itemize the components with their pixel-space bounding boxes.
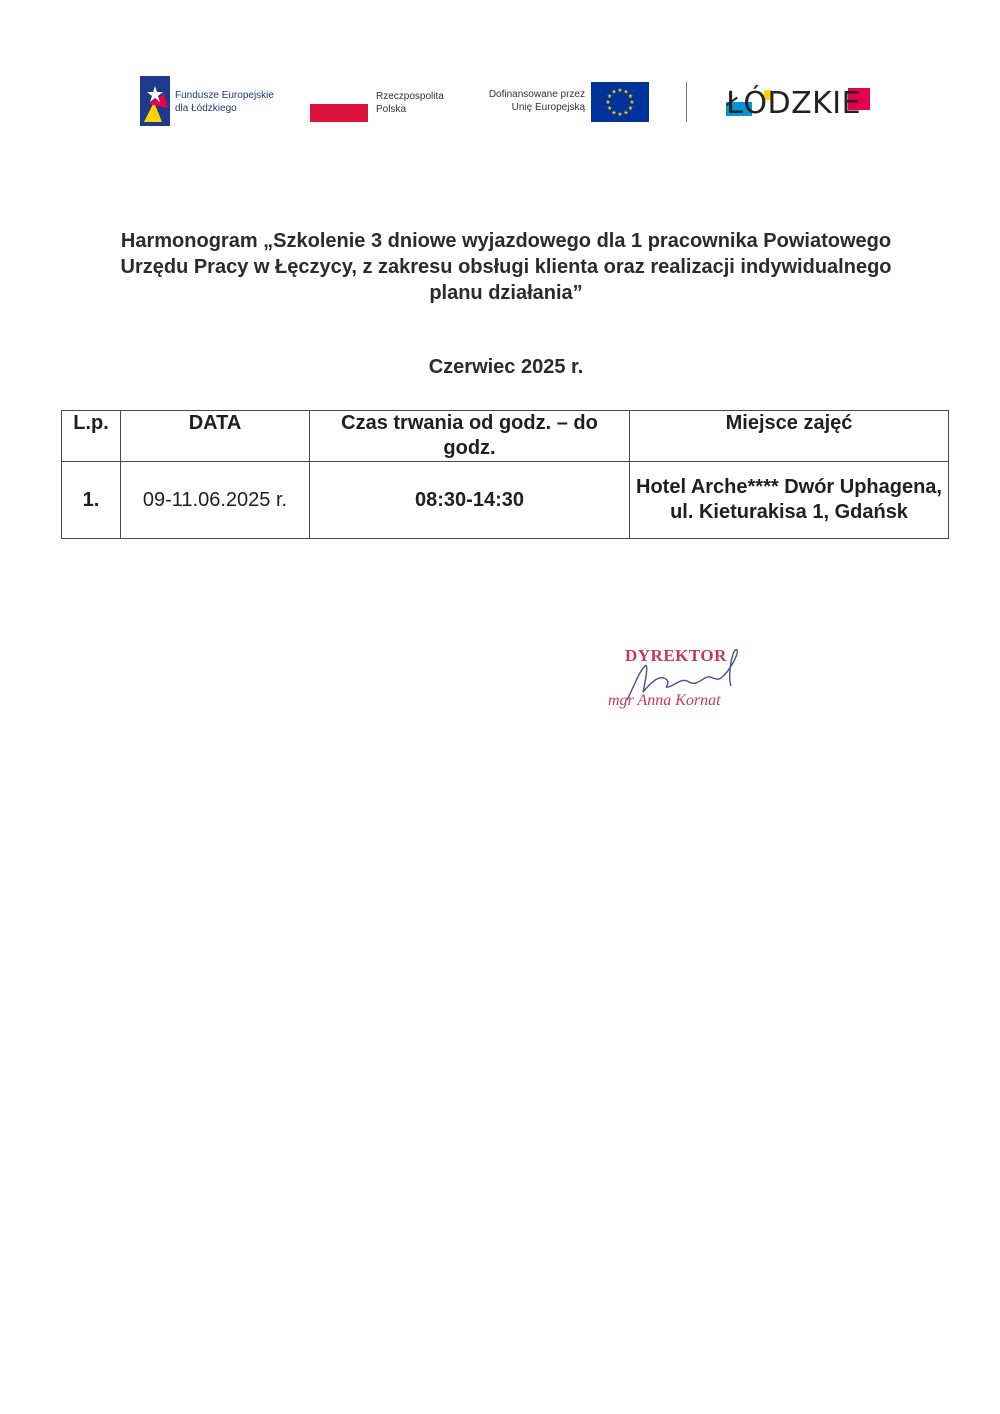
svg-text:★: ★: [629, 99, 635, 106]
eu-flag-icon: [591, 82, 649, 122]
eu-line2: Unię Europejską: [511, 102, 585, 113]
fundusze-europejskie-logo: [140, 76, 300, 128]
table-row: [62, 462, 949, 539]
signature-stamp: [605, 644, 765, 714]
table-header-row: [62, 411, 949, 462]
lodzkie-logo: [724, 86, 874, 122]
svg-text:★: ★: [605, 99, 611, 106]
svg-text:★: ★: [606, 105, 613, 112]
cell-data: 09-11.06.2025 r.: [121, 462, 310, 539]
svg-text:★: ★: [623, 109, 629, 117]
document-title: Harmonogram „Szkolenie 3 dniowe wyjazdowego dla 1 pracownika Powiatowego Urzędu Pracy w Łęczycy, z zakresu obsługi klienta oraz realizacji indywidualnego planu działania”: [120, 230, 892, 304]
rzeczpospolita-logo: [310, 86, 470, 126]
signature-role: DYREKTOR: [625, 646, 727, 665]
signature-name: mgr Anna Kornat: [608, 692, 721, 709]
lodzkie-wordmark: ŁÓDZKIE: [726, 86, 862, 121]
svg-text:★: ★: [617, 87, 623, 94]
svg-text:★: ★: [617, 111, 623, 118]
fe-star-icon: [140, 76, 172, 126]
eu-logo: [470, 82, 655, 122]
rp-line1: Rzeczpospolita: [376, 91, 444, 102]
header-czas: Czas trwania od godz. – do godz.: [310, 411, 630, 462]
fe-line2: dla Łódzkiego: [175, 103, 237, 114]
logo-bar: [0, 72, 1000, 132]
header-lp: L.p.: [62, 411, 121, 462]
polish-flag-icon: [310, 86, 368, 122]
cell-czas: 08:30-14:30: [310, 462, 630, 539]
header-data: DATA: [121, 411, 310, 462]
document-month: Czerwiec 2025 r.: [428, 356, 584, 378]
svg-text:★: ★: [623, 88, 629, 96]
svg-text:★: ★: [606, 93, 613, 100]
header-miejsce: Miejsce zajęć: [630, 411, 949, 462]
eu-line1: Dofinansowane przez: [488, 89, 585, 100]
rp-line2: Polska: [376, 104, 407, 115]
svg-text:★: ★: [627, 93, 634, 100]
fe-line1: Fundusze Europejskie: [175, 90, 274, 101]
logo-separator: [686, 82, 687, 122]
svg-text:★: ★: [611, 88, 617, 96]
schedule-table: [61, 410, 949, 539]
svg-text:★: ★: [627, 105, 634, 112]
cell-miejsce: Hotel Arche**** Dwór Uphagena, ul. Kieturakisa 1, Gdańsk: [630, 462, 949, 539]
cell-lp: 1.: [62, 462, 121, 539]
svg-text:★: ★: [611, 109, 617, 117]
